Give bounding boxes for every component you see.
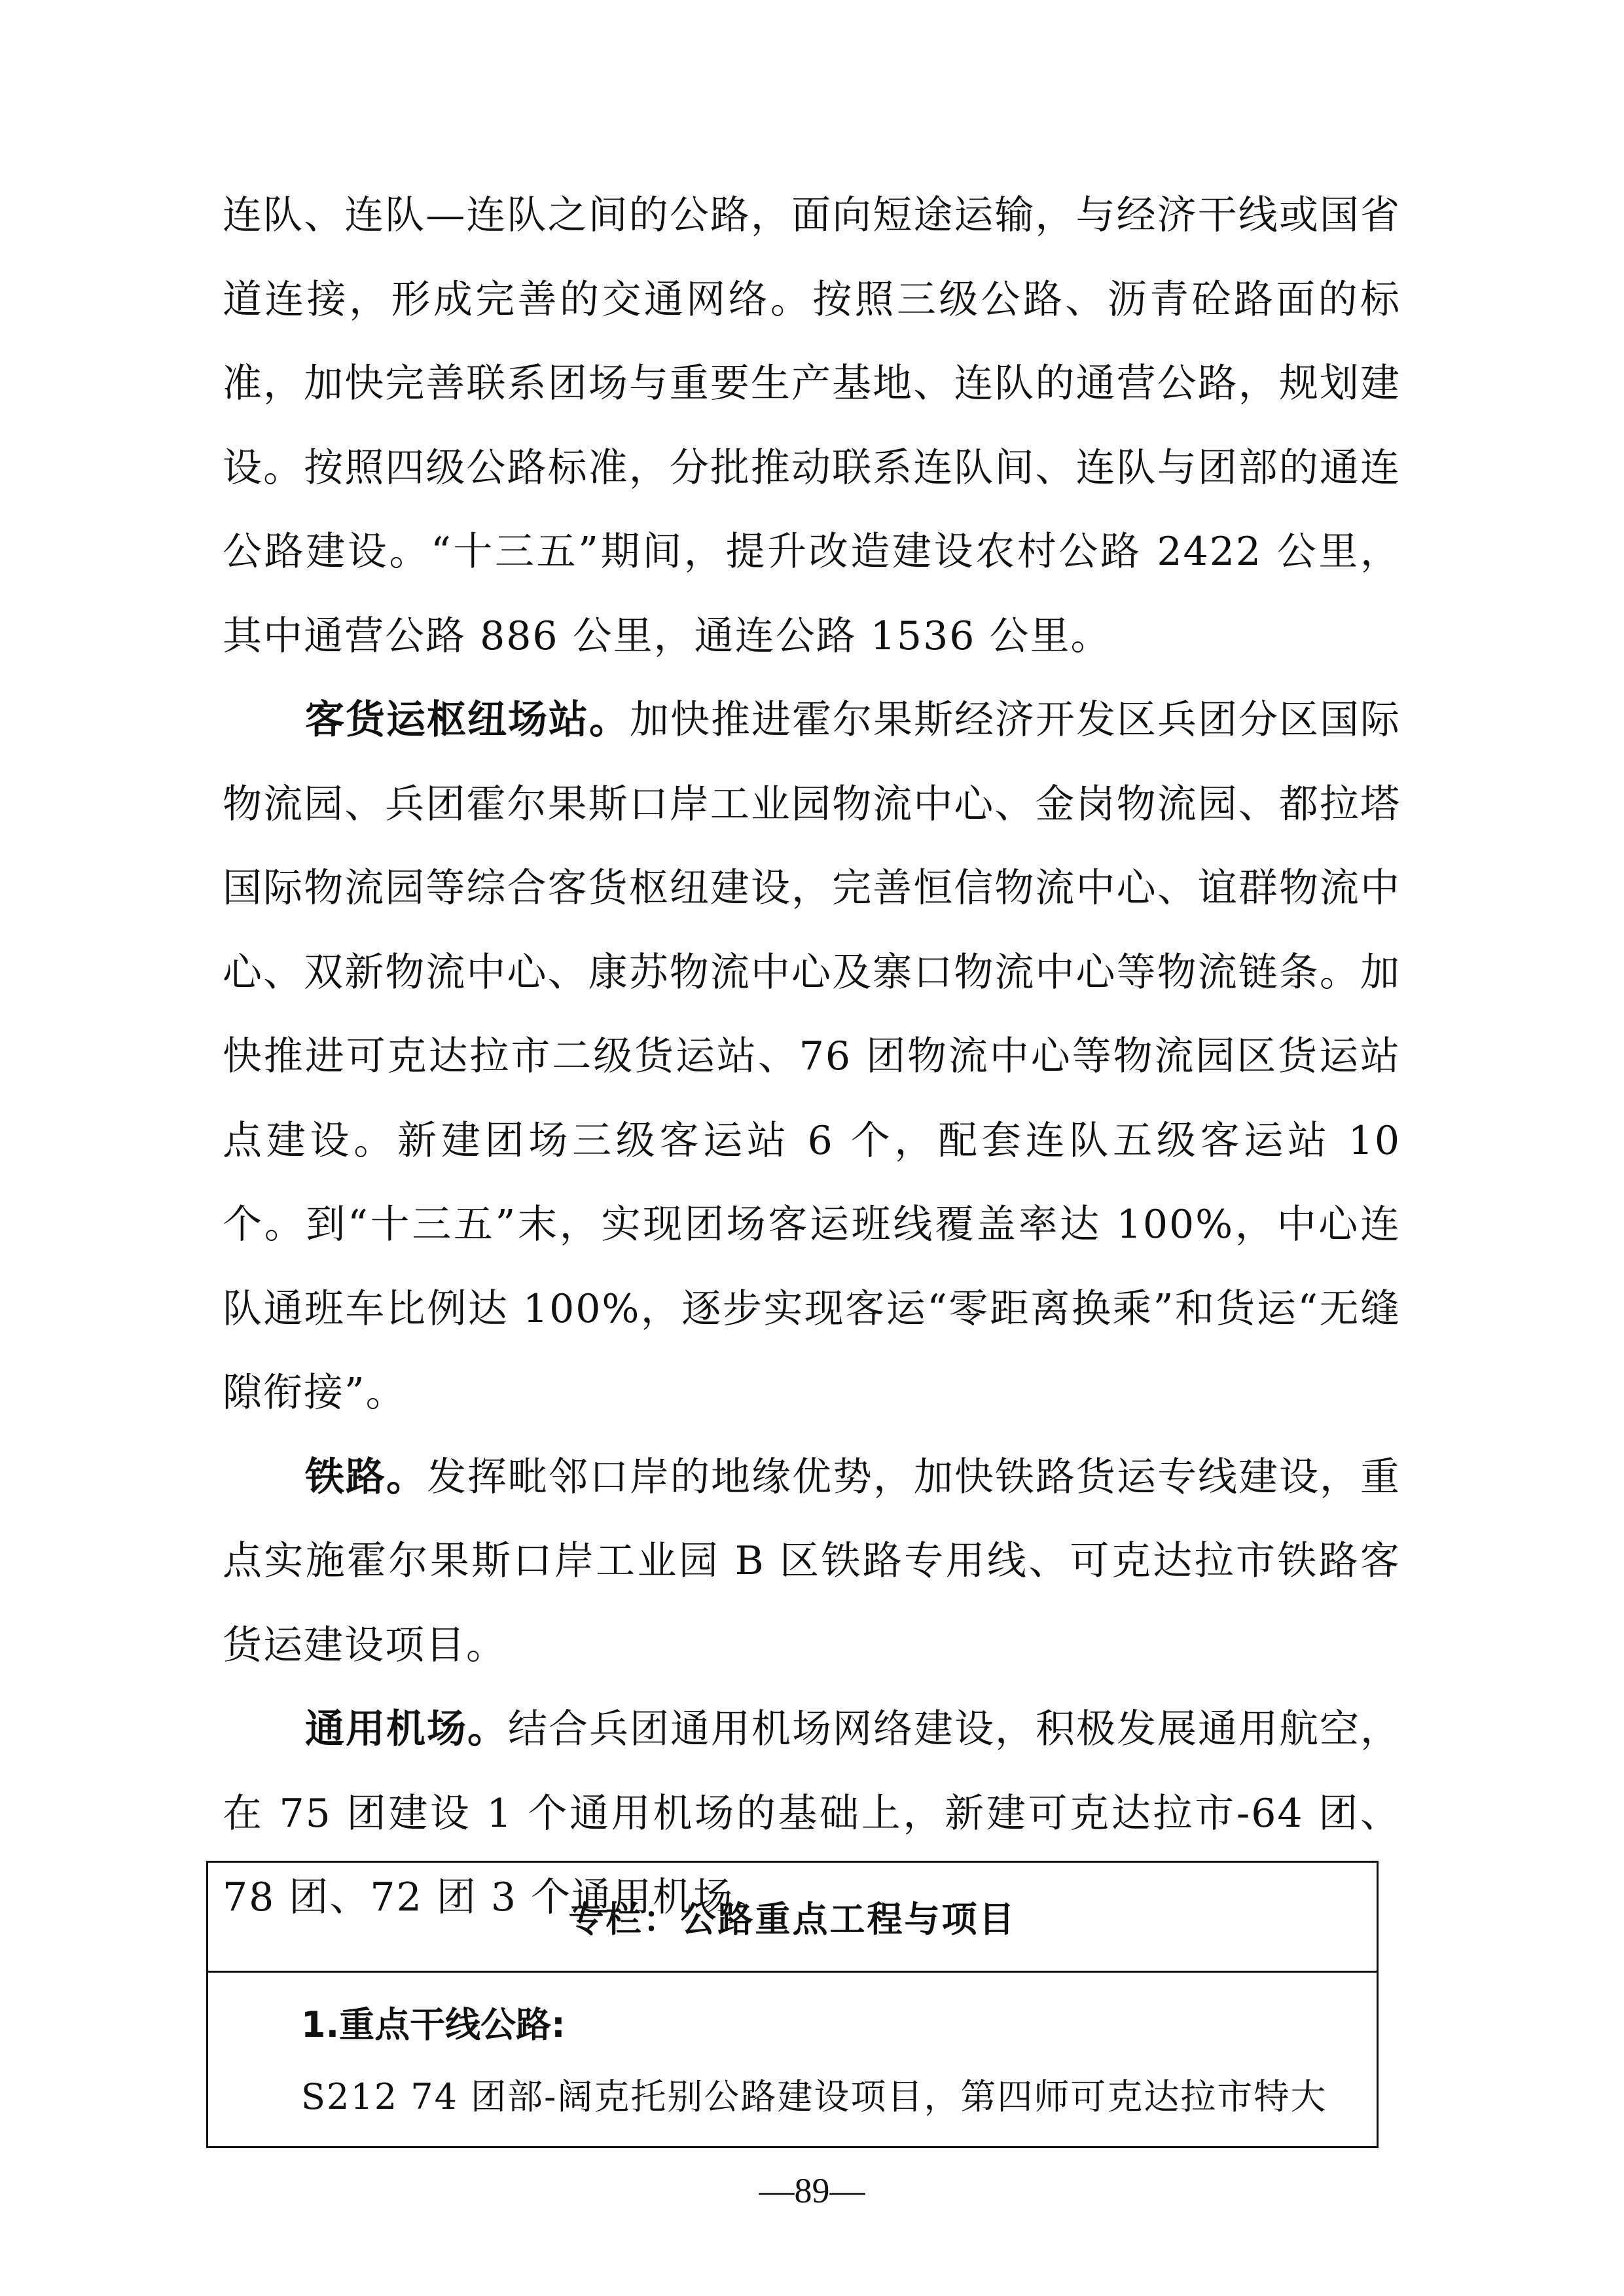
- feature-box-subhead: 1.重点干线公路:: [301, 2004, 566, 2045]
- page-number: —89—: [759, 2171, 865, 2210]
- paragraph-lead: 通用机场。: [305, 1706, 508, 1752]
- paragraph-text: 连队、连队—连队之间的公路，面向短途运输，与经济干线或国省道连接，形成完善的交通网络。按照三级公路、沥青砼路面的标准，加快完善联系团场与重要生产基地、连队的通营公路，规划建设。按照四级公路标准，分批推动联系连队间、连队与团部的通连公路建设。“十三五”期间，提升改造建设农村公路 2422 公里，其中通营公路 886 公里，通连公路 1536 公里。: [223, 192, 1401, 659]
- paragraph-text: 结合兵团通用机场网络建设，积极发展通用航空，在 75 团建设 1 个通用机场的基础上，新建可克达拉市-64 团、78 团、72 团 3 个通用机场。: [223, 1706, 1401, 1920]
- paragraph-text: 加快推进霍尔果斯经济开发区兵团分区国际物流园、兵团霍尔果斯口岸工业园物流中心、金岗物流园、都拉塔国际物流园等综合客货枢纽建设，完善恒信物流中心、谊群物流中心、双新物流中心、康苏物流中心及寨口物流中心等物流链条。加快推进可克达拉市二级货运站、76 团物流中心等物流园区货运站点建设。新建团场三级客运站 6 个，配套连队五级客运站 10 个。到“十三五”末，实现团场客运班线覆盖率达 100%，中心连队通班车比例达 100%，逐步实现客运“零距离换乘”和货运“无缝隙衔接”。: [223, 697, 1401, 1416]
- paragraph-text: 发挥毗邻口岸的地缘优势，加快铁路货运专线建设，重点实施霍尔果斯口岸工业园 B 区铁路专用线、可克达拉市铁路客货运建设项目。: [223, 1454, 1401, 1668]
- paragraph-hub-stations: [223, 678, 1401, 1435]
- paragraph-railway: [223, 1435, 1401, 1688]
- feature-box-title: 专栏：公路重点工程与项目: [208, 1863, 1377, 1973]
- feature-box-content: [208, 1973, 1377, 2136]
- paragraph-roads: [223, 173, 1401, 678]
- paragraph-lead: 客货运枢纽场站。: [305, 697, 630, 743]
- feature-box-text: S212 74 团部-阔克托别公路建设项目，第四师可克达拉市特大: [301, 2076, 1327, 2117]
- feature-box: [206, 1861, 1379, 2148]
- paragraph-lead: 铁路。: [305, 1454, 427, 1500]
- main-text: [223, 173, 1401, 1940]
